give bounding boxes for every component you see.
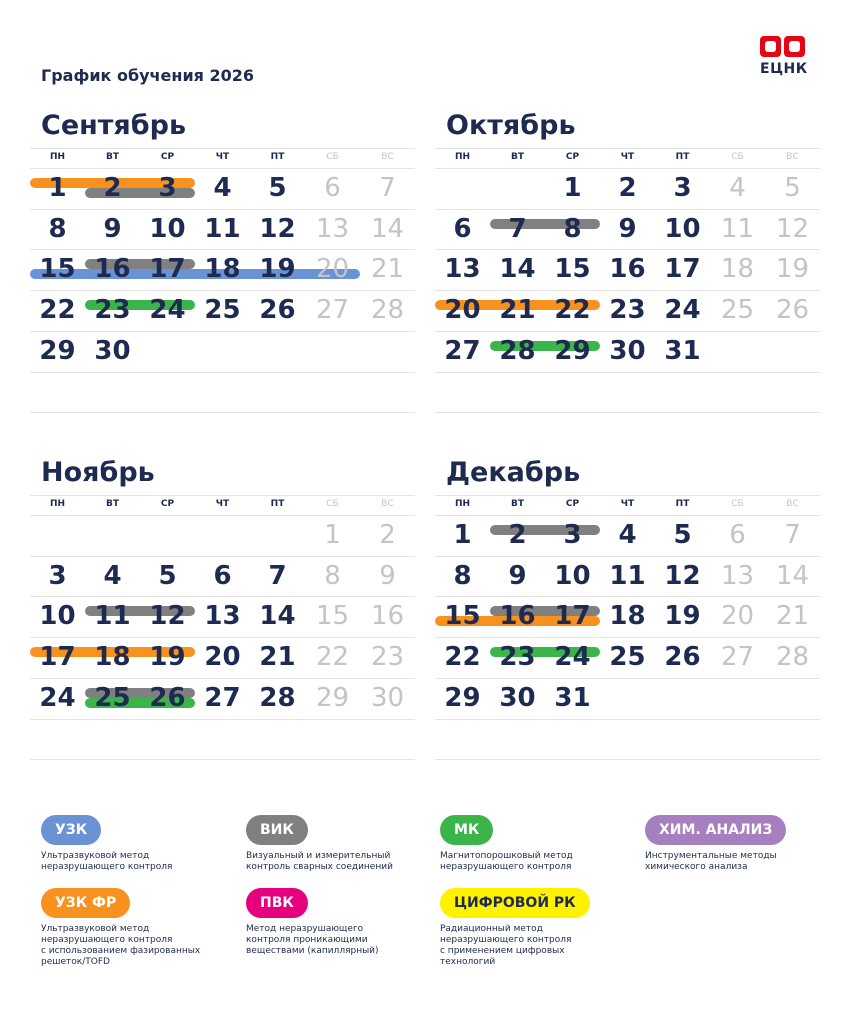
calendar-day: 3 [673,173,692,203]
calendar-day: 25 [609,642,646,673]
calendar-day: 10 [149,213,186,244]
weekday-header [435,495,820,514]
calendar-day: 18 [204,254,241,285]
weekday-label: ВС [381,152,394,162]
legend-pill: МК [440,815,493,845]
calendar-day: 8 [324,560,341,591]
calendar-day: 5 [158,560,177,591]
weekday-label: ПТ [675,499,690,509]
row-divider [30,515,415,516]
calendar-day: 12 [775,213,810,244]
calendar-day: 3 [158,173,177,203]
legend-description: Метод неразрушающего контроля проникающими веществами (капиллярный) [246,924,379,956]
calendar-day: 18 [720,254,755,285]
row-divider [30,168,415,169]
row-divider [435,678,820,679]
calendar-day: 3 [563,520,582,550]
calendar-day: 14 [775,560,810,591]
calendar-day: 15 [554,254,591,285]
legend-pill: ЦИФРОВОЙ РК [440,888,590,918]
calendar-day: 12 [259,213,296,244]
month-block [30,110,415,410]
legend-item [645,815,845,873]
calendar-day: 13 [444,254,481,285]
calendar-day: 30 [499,682,536,713]
weekday-header [30,495,415,514]
calendar-day: 7 [784,520,801,550]
calendar-day: 28 [499,335,536,366]
calendar-day: 14 [370,213,405,244]
calendar-day: 16 [609,254,646,285]
calendar-day: 25 [720,295,755,326]
calendar-day: 21 [370,254,405,285]
weekday-label: СБ [731,152,744,162]
row-divider [435,372,820,373]
legend-item [246,888,446,957]
calendar-day: 6 [324,173,341,203]
weekday-label: ЧТ [620,152,635,162]
calendar-day: 27 [444,335,481,366]
calendar-day: 29 [554,335,591,366]
weekday-label: ВТ [511,499,524,509]
weekday-label: ЧТ [620,499,635,509]
calendar-day: 18 [609,601,646,632]
calendar-day: 24 [149,295,186,326]
calendar-day: 5 [673,520,692,550]
weekday-label: ЧТ [215,152,230,162]
row-divider [435,331,820,332]
calendar-day: 13 [315,213,350,244]
calendar-day: 19 [664,601,701,632]
page-title: График обучения 2026 [41,66,255,85]
calendar-day: 30 [370,682,405,713]
calendar-day: 20 [444,295,481,326]
calendar-day: 9 [379,560,396,591]
calendar-day: 23 [94,295,131,326]
calendar-day: 12 [664,560,701,591]
legend-item [41,888,241,968]
calendar-day: 24 [554,642,591,673]
calendar-day: 5 [784,173,801,203]
month-name: Октябрь [446,110,576,141]
calendar-day: 12 [149,601,186,632]
calendar-day: 22 [315,642,350,673]
calendar-day: 6 [213,560,232,591]
calendar-day: 27 [204,682,241,713]
calendar-day: 26 [664,642,701,673]
legend-description: Ультразвуковой метод неразрушающего контроля [41,851,173,872]
legend-pill: ВИК [246,815,308,845]
calendar-day: 11 [720,213,755,244]
calendar-day: 18 [94,642,131,673]
month-block [435,457,820,757]
calendar-day: 23 [499,642,536,673]
weekday-label: ПН [49,499,66,509]
weekday-header [435,148,820,167]
legend-pill: УЗК ФР [41,888,130,918]
calendar-day: 21 [499,295,536,326]
calendar-day: 22 [554,295,591,326]
weekday-label: ВТ [106,499,119,509]
month-block [435,110,820,410]
calendar-day: 21 [775,601,810,632]
calendar-day: 22 [39,295,76,326]
row-divider [435,209,820,210]
weekday-label: СР [565,499,580,509]
calendar-day: 19 [775,254,810,285]
row-divider [30,249,415,250]
calendar-day: 27 [720,642,755,673]
weekday-label: ВТ [511,152,524,162]
calendar-day: 28 [259,682,296,713]
weekday-label: ЧТ [215,499,230,509]
weekday-label: СБ [326,152,339,162]
calendar-day: 16 [94,254,131,285]
legend-description: Магнитопорошковый метод неразрушающего контроля [440,851,573,872]
row-divider [30,596,415,597]
calendar-day: 13 [720,560,755,591]
weekday-header [30,148,415,167]
calendar-day: 8 [453,560,472,591]
calendar-day: 14 [259,601,296,632]
row-divider [30,331,415,332]
calendar-day: 20 [204,642,241,673]
row-divider [30,290,415,291]
calendar-day: 11 [609,560,646,591]
row-divider [30,719,415,720]
calendar-day: 7 [379,173,396,203]
legend-item [440,888,640,968]
calendar-day: 9 [618,213,637,244]
weekday-label: СБ [731,499,744,509]
calendar-day: 29 [39,335,76,366]
calendar-day: 5 [268,173,287,203]
calendar-day: 10 [664,213,701,244]
calendar-day: 4 [618,520,637,550]
legend-pill: ПВК [246,888,308,918]
row-divider [435,637,820,638]
calendar-day: 20 [720,601,755,632]
legend-pill: УЗК [41,815,101,845]
calendar-day: 4 [213,173,232,203]
logo-mark-icon [760,36,810,57]
weekday-label: ВТ [106,152,119,162]
calendar-day: 4 [103,560,122,591]
weekday-label: ПТ [675,152,690,162]
row-divider [30,759,415,760]
calendar-day: 24 [39,682,76,713]
calendar-day: 10 [554,560,591,591]
calendar-day: 11 [204,213,241,244]
calendar-day: 13 [204,601,241,632]
calendar-day: 28 [775,642,810,673]
calendar-day: 3 [48,560,67,591]
legend-description: Инструментальные методы химического анализа [645,851,777,872]
row-divider [435,719,820,720]
weekday-label: СР [565,152,580,162]
calendar-day: 19 [149,642,186,673]
row-divider [30,372,415,373]
calendar-day: 29 [315,682,350,713]
calendar-day: 25 [204,295,241,326]
calendar-day: 2 [103,173,122,203]
row-divider [435,249,820,250]
calendar-day: 6 [729,520,746,550]
weekday-label: СР [160,499,175,509]
weekday-label: СР [160,152,175,162]
row-divider [435,412,820,413]
legend-item [41,815,241,873]
weekday-label: ВС [381,499,394,509]
calendar-day: 16 [499,601,536,632]
calendar-day: 2 [379,520,396,550]
calendar-day: 8 [48,213,67,244]
legend-pill: ХИМ. АНАЛИЗ [645,815,786,845]
calendar-day: 7 [508,213,527,244]
legend-item [246,815,446,873]
weekday-label: ВС [786,499,799,509]
weekday-label: ВС [786,152,799,162]
month-name: Ноябрь [41,457,155,488]
legend-description: Ультразвуковой метод неразрушающего контроля с использованием фазированных решеток/TOFD [41,924,201,967]
calendar-day: 23 [609,295,646,326]
weekday-label: ПН [49,152,66,162]
calendar-day: 20 [315,254,350,285]
calendar-day: 26 [775,295,810,326]
calendar-day: 9 [508,560,527,591]
row-divider [435,168,820,169]
calendar-day: 10 [39,601,76,632]
calendar-day: 23 [370,642,405,673]
calendar-day: 1 [48,173,67,203]
legend-description: Радиационный метод неразрушающего контроля с применением цифровых технологий [440,924,572,967]
row-divider [30,412,415,413]
calendar-day: 17 [149,254,186,285]
row-divider [30,556,415,557]
calendar-day: 1 [453,520,472,550]
logo-text: ЕЦНК [760,61,808,77]
calendar-day: 15 [444,601,481,632]
month-name: Сентябрь [41,110,187,141]
month-block [30,457,415,757]
calendar-day: 31 [554,682,591,713]
calendar-day: 16 [370,601,405,632]
row-divider [435,515,820,516]
legend-description: Визуальный и измерительный контроль сварных соединений [246,851,393,872]
row-divider [435,556,820,557]
calendar-day: 27 [315,295,350,326]
calendar-day: 9 [103,213,122,244]
calendar-day: 28 [370,295,405,326]
calendar-day: 29 [444,682,481,713]
row-divider [30,678,415,679]
calendar-day: 1 [563,173,582,203]
calendar-day: 17 [39,642,76,673]
calendar-day: 15 [315,601,350,632]
month-name: Декабрь [446,457,581,488]
weekday-label: ПТ [270,152,285,162]
calendar-day: 17 [554,601,591,632]
calendar-day: 1 [324,520,341,550]
calendar-day: 15 [39,254,76,285]
calendar-day: 7 [268,560,287,591]
row-divider [435,759,820,760]
row-divider [435,596,820,597]
calendar-day: 25 [94,682,131,713]
calendar-day: 2 [618,173,637,203]
row-divider [435,290,820,291]
weekday-label: ПН [454,152,471,162]
calendar-day: 19 [259,254,296,285]
logo [760,36,810,86]
calendar-day: 4 [729,173,746,203]
weekday-label: ПТ [270,499,285,509]
calendar-day: 2 [508,520,527,550]
calendar-day: 26 [259,295,296,326]
weekday-label: ПН [454,499,471,509]
calendar-day: 31 [664,335,701,366]
calendar-day: 17 [664,254,701,285]
calendar-day: 8 [563,213,582,244]
legend-item [440,815,640,873]
calendar-day: 26 [149,682,186,713]
calendar-day: 14 [499,254,536,285]
calendar-day: 21 [259,642,296,673]
calendar-day: 11 [94,601,131,632]
calendar-day: 30 [94,335,131,366]
calendar-day: 24 [664,295,701,326]
calendar-day: 6 [453,213,472,244]
row-divider [30,209,415,210]
row-divider [30,637,415,638]
weekday-label: СБ [326,499,339,509]
calendar-day: 30 [609,335,646,366]
calendar-day: 22 [444,642,481,673]
